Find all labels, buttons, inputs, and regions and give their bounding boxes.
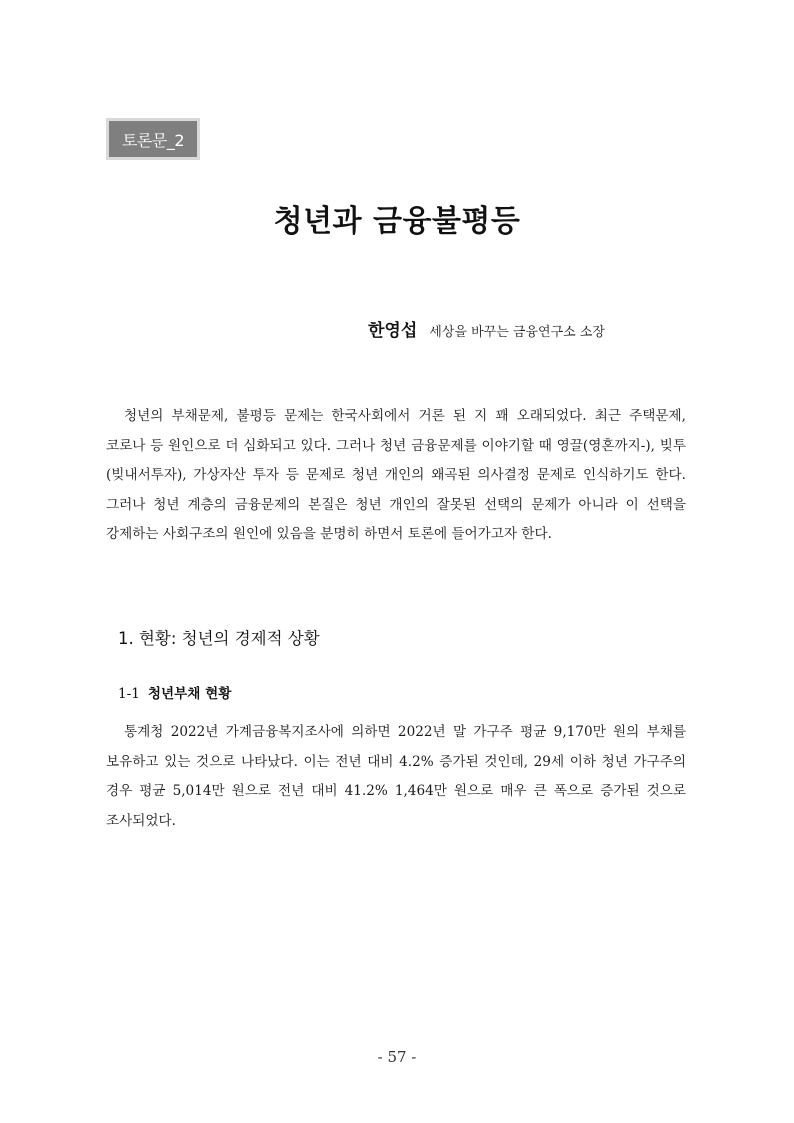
subsection-number: 1-1: [118, 686, 140, 702]
author-affiliation: 세상을 바꾸는 금융연구소 소장: [429, 325, 605, 340]
section-badge: [106, 118, 200, 160]
page-number: - 57 -: [377, 1048, 417, 1066]
subsection-heading: [118, 682, 231, 702]
subsection-title: 청년부채 현황: [147, 686, 232, 702]
author-name: 한영섭: [368, 321, 418, 341]
section-badge-label: 토론문_2: [109, 121, 197, 157]
section-heading: 1. 현황: 청년의 경제적 상황: [118, 629, 320, 648]
debt-paragraph: 통계청 2022년 가계금융복지조사에 의하면 2022년 말 가구주 평균 9,170만 원의 부채를 보유하고 있는 것으로 나타났다. 이는 전년 대비 4.2% 증가된 것인데, 29세 이하 청년 가구주의 경우 평균 5,014만 원으로 전년 대비 41.2% 1,464만 원으로 매우 큰 폭으로 증가된 것으로 조사되었다.: [106, 724, 686, 829]
document-title: 청년과 금융불평등: [273, 204, 521, 239]
author-line: [368, 316, 605, 341]
intro-paragraph: 청년의 부채문제, 불평등 문제는 한국사회에서 거론 된 지 꽤 오래되었다. 최근 주택문제, 코로나 등 원인으로 더 심화되고 있다. 그러나 청년 금융문제를 이야기할 때 영끌(영혼까지-), 빚투(빚내서투자), 가상자산 투자 등 문제로 청년 개인의 왜곡된 의사결정 문제로 인식하기도 한다. 그러나 청년 계층의 금융문제의 본질은 청년 개인의 잘못된 선택의 문제가 아니라 이 선택을 강제하는 사회구조의 원인에 있음을 분명히 하면서 토론에 들어가고자 한다.: [106, 408, 686, 542]
